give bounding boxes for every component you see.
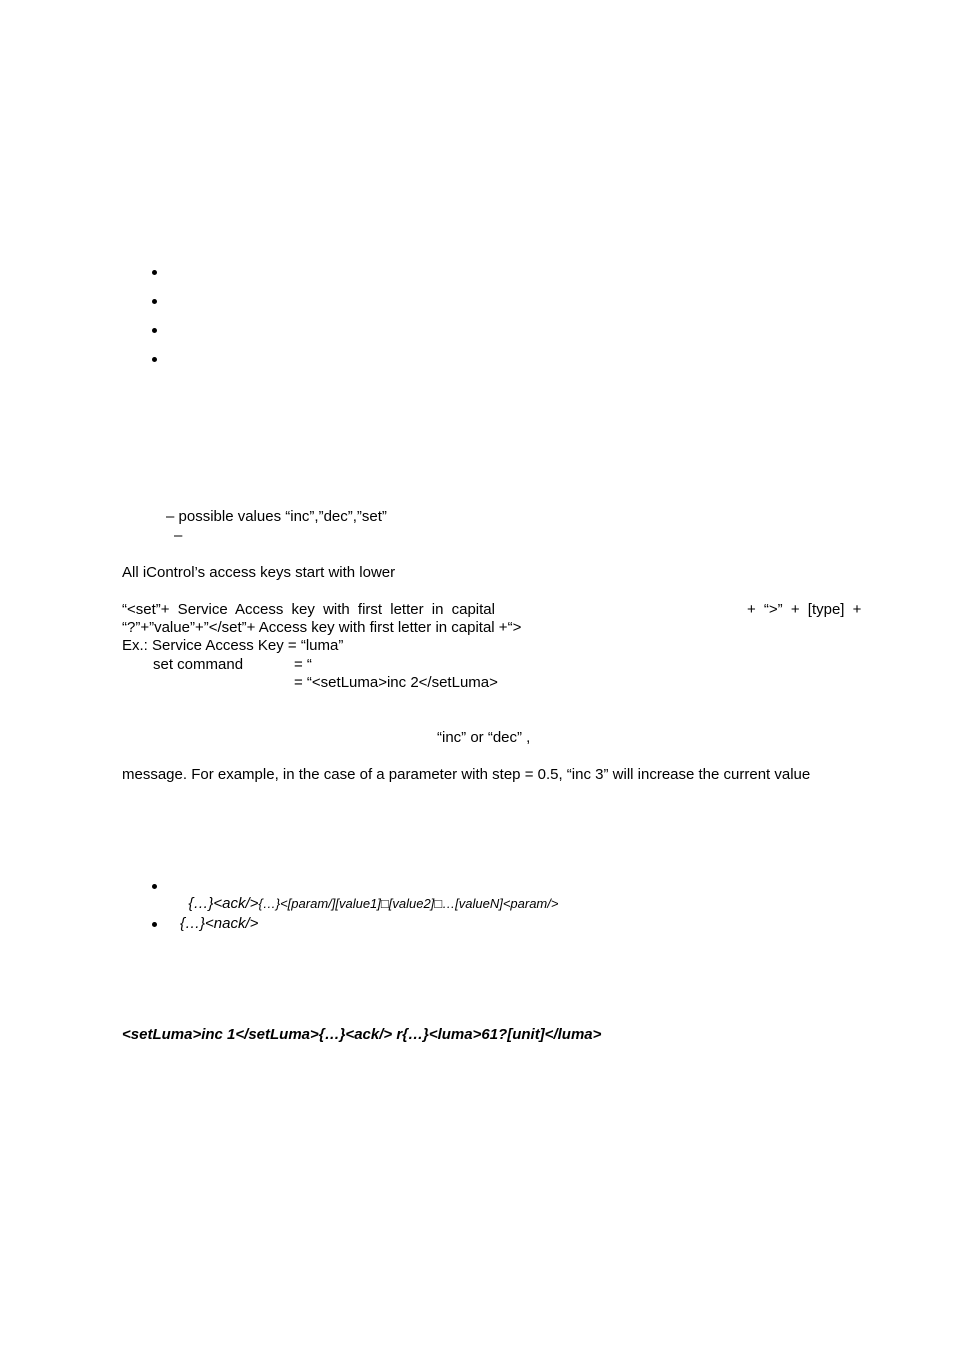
bullet-nack (152, 922, 157, 927)
example-text: Ex.: Service Access Key = “luma” (122, 637, 344, 654)
bullet-4 (152, 357, 157, 362)
bullet-1 (152, 270, 157, 275)
set-command-label: set command (153, 656, 244, 673)
inc-dec-text: “inc” or “dec” , (437, 729, 531, 746)
set-command-eq: = “ (294, 656, 312, 673)
bullet-2 (152, 299, 157, 304)
access-keys-intro: All iControl’s access keys start with lower (122, 564, 396, 581)
nack-response: {…}<nack/> (180, 915, 259, 932)
ack-prefix: {…}<ack/> (188, 895, 259, 912)
dash-text: – (174, 527, 183, 544)
format-line1-left: “<set”+ Service Access key with first letter in capital (122, 601, 495, 618)
set-command-result: = “<setLuma>inc 2</setLuma> (294, 674, 498, 691)
bullet-3 (152, 328, 157, 333)
ack-response (180, 877, 558, 913)
step-message-text: message. For example, in the case of a parameter with step = 0.5, “inc 3” will increase the current value (122, 766, 811, 783)
format-line2: “?”+”value”+”</set”+ Access key with first letter in capital +“> (122, 619, 522, 636)
ack-suffix: {…}<[param/][value1]□[value2]□…[valueN]<param/> (258, 896, 559, 911)
example-line: <setLuma>inc 1</setLuma>{…}<ack/> r{…}<luma>61?[unit]</luma> (122, 1026, 602, 1043)
possible-values-text: – possible values “inc”,”dec”,”set” (166, 508, 387, 525)
format-line1-right: + “>” + [type] + (747, 601, 862, 618)
bullet-ack (152, 884, 157, 889)
